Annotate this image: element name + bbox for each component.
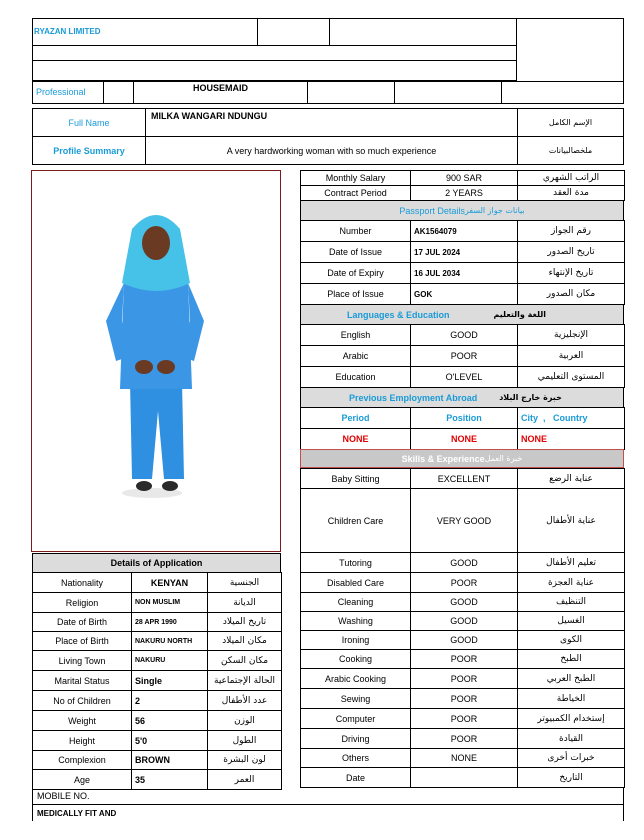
table-row <box>301 631 625 650</box>
english-value: GOOD <box>411 325 518 346</box>
issue-place-ar: مكان الصدور <box>518 284 625 305</box>
passport-number-ar: رقم الجواز <box>518 221 625 242</box>
table-row <box>33 731 282 751</box>
full-name-value: MILKA WANGARI NDUNGU <box>151 111 268 121</box>
skill-label: Computer <box>301 709 411 729</box>
employment-period-value: NONE <box>301 429 411 450</box>
table-row <box>301 553 625 573</box>
detail-label: Marital Status <box>33 671 132 691</box>
table-row <box>301 768 625 788</box>
table-row <box>301 612 625 631</box>
skill-label: Arabic Cooking <box>301 669 411 689</box>
full-name-ar: الإسم الكامل <box>548 118 593 127</box>
employment-header <box>300 387 624 408</box>
skill-value: POOR <box>411 709 518 729</box>
skill-ar: الكوى <box>518 631 625 650</box>
skill-value: GOOD <box>411 593 518 612</box>
employment-header-ar: خبرة خارج البلاد <box>499 393 562 402</box>
table-row <box>33 671 282 691</box>
detail-ar: تاريخ الميلاد <box>208 613 282 632</box>
skill-value: GOOD <box>411 612 518 631</box>
table-row <box>301 489 625 553</box>
table-row <box>301 689 625 709</box>
profile-summary-ar-cell <box>517 136 624 165</box>
table-row <box>301 221 625 242</box>
english-label: English <box>301 325 411 346</box>
table-row <box>301 709 625 729</box>
issue-place-value: GOK <box>411 284 518 305</box>
arabic-label: Arabic <box>301 346 411 367</box>
table-row <box>301 469 625 489</box>
candidate-photo-frame <box>31 170 281 552</box>
detail-ar: مكان الميلاد <box>208 632 282 651</box>
professional-label: Professional <box>36 87 86 97</box>
full-name-label: Full Name <box>68 117 110 128</box>
table-row <box>33 613 282 632</box>
header-empty-cell-1 <box>258 18 330 46</box>
profile-summary-value-cell <box>145 136 518 165</box>
education-value: O'LEVEL <box>411 367 518 388</box>
details-header <box>32 553 281 573</box>
arabic-ar: العربية <box>518 346 625 367</box>
position-cell <box>134 81 308 104</box>
table-row <box>301 242 625 263</box>
skill-ar: تعليم الأطفال <box>518 553 625 573</box>
detail-label: Weight <box>33 711 132 731</box>
detail-label: Age <box>33 770 132 790</box>
employment-col-position: Position <box>411 408 518 429</box>
table-row <box>301 263 625 284</box>
passport-table <box>300 220 625 305</box>
skill-ar: القيادة <box>518 729 625 749</box>
candidate-photo <box>32 171 280 551</box>
skill-ar: التاريخ <box>518 768 625 788</box>
table-row <box>301 171 625 186</box>
detail-ar: العمر <box>208 770 282 790</box>
details-table <box>32 572 282 790</box>
position-value: HOUSEMAID <box>192 83 248 93</box>
detail-label: Height <box>33 731 132 751</box>
table-row <box>301 669 625 689</box>
professional-label-cell <box>32 81 104 104</box>
detail-value: NAKURU NORTH <box>132 632 208 651</box>
mobile-row <box>32 787 624 805</box>
skill-value: GOOD <box>411 631 518 650</box>
skill-label: Disabled Care <box>301 573 411 593</box>
skill-label: Children Care <box>301 489 411 553</box>
employment-position-value: NONE <box>411 429 518 450</box>
detail-value: 35 <box>132 770 208 790</box>
table-row <box>301 367 625 388</box>
detail-value: 56 <box>132 711 208 731</box>
company-name: RYAZAN LIMITED <box>34 27 101 36</box>
full-name-label-cell <box>32 108 146 137</box>
header-blank-row-1 <box>32 46 516 61</box>
detail-value: NAKURU <box>132 651 208 671</box>
skills-header-ar: خبرة العمل <box>484 454 523 463</box>
detail-label: No of Children <box>33 691 132 711</box>
detail-label: Religion <box>33 593 132 613</box>
skill-label: Sewing <box>301 689 411 709</box>
skill-value: POOR <box>411 729 518 749</box>
skill-label: Cooking <box>301 650 411 669</box>
languages-header-text: Languages & Education <box>347 309 450 320</box>
table-row <box>301 749 625 768</box>
company-cell <box>32 18 258 46</box>
full-name-ar-cell <box>517 108 624 137</box>
detail-ar: لون البشرة <box>208 751 282 770</box>
skill-ar: عناية الرضع <box>518 469 625 489</box>
table-row <box>301 729 625 749</box>
detail-value: 28 APR 1990 <box>132 613 208 632</box>
detail-ar: مكان السكن <box>208 651 282 671</box>
contract-value: 2 YEARS <box>411 186 518 201</box>
skill-label: Tutoring <box>301 553 411 573</box>
detail-label: Place of Birth <box>33 632 132 651</box>
detail-value: Single <box>132 671 208 691</box>
skill-label: Baby Sitting <box>301 469 411 489</box>
table-row <box>301 325 625 346</box>
detail-ar: الجنسية <box>208 573 282 593</box>
issue-date-label: Date of Issue <box>301 242 411 263</box>
salary-table <box>300 170 625 201</box>
profile-summary-ar: ملخصالبيانات <box>548 146 593 155</box>
detail-label: Living Town <box>33 651 132 671</box>
detail-ar: الوزن <box>208 711 282 731</box>
profile-summary-label-cell <box>32 136 146 165</box>
details-header-text: Details of Application <box>110 558 203 568</box>
table-row <box>33 711 282 731</box>
english-ar: الإنجليزية <box>518 325 625 346</box>
detail-value: 2 <box>132 691 208 711</box>
salary-value: 900 SAR <box>411 171 518 186</box>
detail-value: KENYAN <box>132 573 208 593</box>
detail-value: NON MUSLIM <box>132 593 208 613</box>
skill-ar: إستخدام الكمبيوتر <box>518 709 625 729</box>
skills-header-text: Skills & Experience <box>401 453 485 464</box>
skill-label: Others <box>301 749 411 768</box>
languages-header <box>300 304 624 325</box>
skill-value: POOR <box>411 573 518 593</box>
passport-header <box>300 200 624 221</box>
skills-header <box>300 449 624 468</box>
profile-summary-value: A very hardworking woman with so much experience <box>226 145 437 156</box>
salary-ar: الراتب الشهري <box>518 171 625 186</box>
skill-ar: الخياطة <box>518 689 625 709</box>
professional-empty-cell <box>104 81 134 104</box>
table-row <box>33 751 282 770</box>
passport-header-ar: بيانات جواز السفر <box>464 206 525 215</box>
skill-ar: عناية العجزة <box>518 573 625 593</box>
table-row <box>33 573 282 593</box>
medical-row <box>32 805 624 821</box>
header-empty-cell-3 <box>516 18 517 81</box>
languages-table <box>300 324 625 388</box>
table-row <box>301 186 625 201</box>
table-row <box>33 593 282 613</box>
skill-label: Washing <box>301 612 411 631</box>
skill-value: VERY GOOD <box>411 489 518 553</box>
skill-value: NONE <box>411 749 518 768</box>
profile-summary-label: Profile Summary <box>53 145 125 156</box>
full-name-value-cell <box>145 108 518 137</box>
expiry-date-label: Date of Expiry <box>301 263 411 284</box>
employment-col-city: City , Country <box>518 408 625 429</box>
header-empty-cell-2 <box>330 18 516 46</box>
detail-value: 5'0 <box>132 731 208 751</box>
detail-ar: الطول <box>208 731 282 751</box>
table-row <box>301 284 625 305</box>
table-row <box>301 573 625 593</box>
header-blank-row-2 <box>32 61 516 81</box>
position-empty-1 <box>308 81 395 104</box>
skill-label: Date <box>301 768 411 788</box>
detail-ar: عدد الأطفال <box>208 691 282 711</box>
contract-label: Contract Period <box>301 186 411 201</box>
issue-date-ar: تاريخ الصدور <box>518 242 625 263</box>
detail-label: Date of Birth <box>33 613 132 632</box>
employment-table <box>300 407 625 450</box>
mobile-label: MOBILE NO. <box>37 790 90 801</box>
skill-value: GOOD <box>411 553 518 573</box>
employment-city-value: NONE <box>518 429 625 450</box>
expiry-date-ar: تاريخ الإنتهاء <box>518 263 625 284</box>
education-ar: المستوى التعليمي <box>518 367 625 388</box>
passport-number-label: Number <box>301 221 411 242</box>
skill-ar: الطبخ العربي <box>518 669 625 689</box>
education-label: Education <box>301 367 411 388</box>
table-row <box>301 408 625 429</box>
languages-header-ar: اللغة والتعليم <box>493 310 546 319</box>
skill-ar: الغسيل <box>518 612 625 631</box>
table-row <box>33 691 282 711</box>
table-row <box>33 632 282 651</box>
detail-label: Nationality <box>33 573 132 593</box>
medical-label: MEDICALLY FIT AND <box>37 808 117 818</box>
skill-value <box>411 768 518 788</box>
detail-value: BROWN <box>132 751 208 770</box>
detail-ar: الحالة الإجتماعية <box>208 671 282 691</box>
salary-label: Monthly Salary <box>301 171 411 186</box>
skill-value: POOR <box>411 669 518 689</box>
skill-value: POOR <box>411 650 518 669</box>
table-row <box>301 346 625 367</box>
skill-value: EXCELLENT <box>411 469 518 489</box>
employment-col-period: Period <box>301 408 411 429</box>
passport-number-value: AK1564079 <box>411 221 518 242</box>
issue-place-label: Place of Issue <box>301 284 411 305</box>
skill-ar: خبرات أخرى <box>518 749 625 768</box>
skill-ar: عناية الأطفال <box>518 489 625 553</box>
table-row <box>33 651 282 671</box>
skill-ar: التنظيف <box>518 593 625 612</box>
table-row <box>301 429 625 450</box>
skill-label: Cleaning <box>301 593 411 612</box>
arabic-value: POOR <box>411 346 518 367</box>
table-row <box>301 593 625 612</box>
expiry-date-value: 16 JUL 2034 <box>411 263 518 284</box>
employment-header-text: Previous Employment Abroad <box>349 392 478 403</box>
contract-ar: مدة العقد <box>518 186 625 201</box>
detail-label: Complexion <box>33 751 132 770</box>
skill-label: Ironing <box>301 631 411 650</box>
table-row <box>301 650 625 669</box>
skills-table <box>300 468 625 788</box>
issue-date-value: 17 JUL 2024 <box>411 242 518 263</box>
position-empty-2 <box>395 81 502 104</box>
skill-label: Driving <box>301 729 411 749</box>
skill-ar: الطبخ <box>518 650 625 669</box>
position-empty-3 <box>502 81 624 104</box>
skill-value: POOR <box>411 689 518 709</box>
detail-ar: الديانة <box>208 593 282 613</box>
passport-header-text: Passport Details <box>399 205 465 216</box>
